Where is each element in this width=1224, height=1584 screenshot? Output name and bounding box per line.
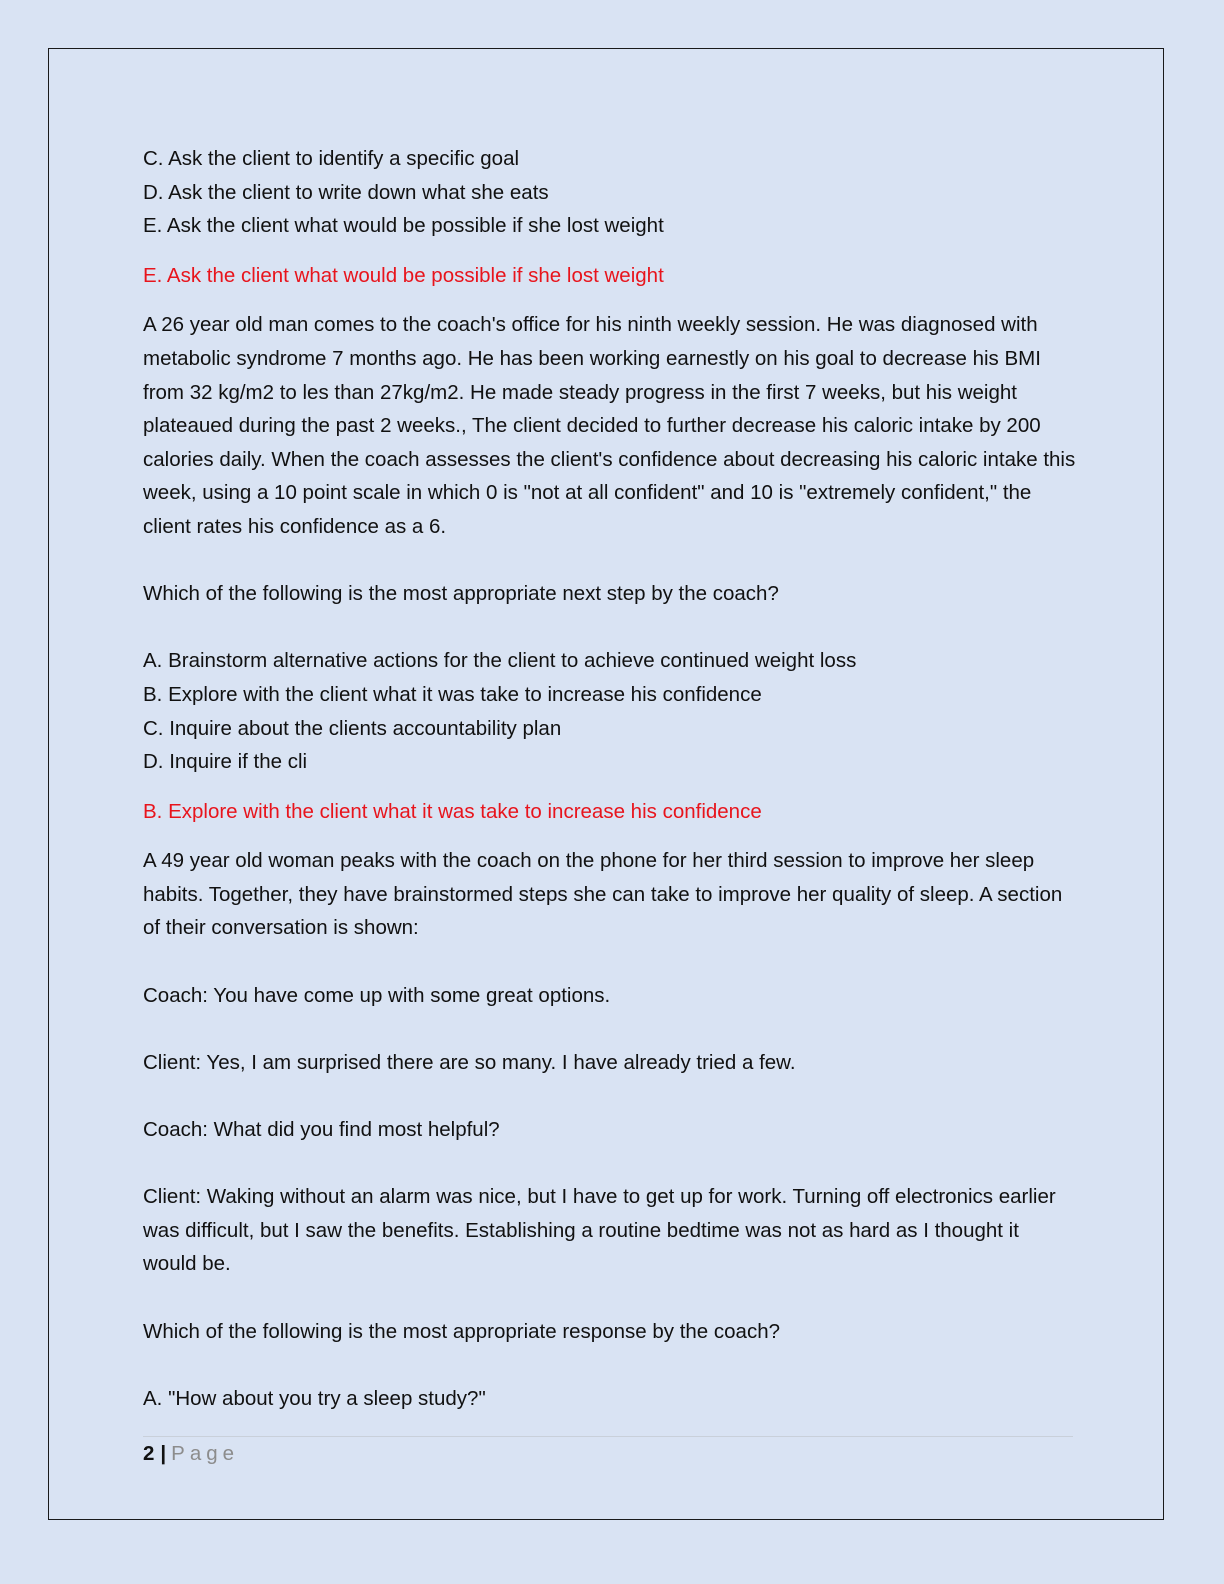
q2-option-d: D. Inquire if the cli	[143, 750, 308, 774]
q3-prompt: Which of the following is the most appropriate response by the coach?	[143, 1319, 780, 1343]
q3-dialogue-coach-1: Coach: You have come up with some great options.	[143, 983, 611, 1007]
q3-scenario: A 49 year old woman peaks with the coach on the phone for her third session to improve her sleep habits. Together, they have brainstormed steps she can take to improve her quality of sleep. A section of their conversation is shown:	[143, 849, 1063, 940]
q3-option-a: A. "How about you try a sleep study?"	[143, 1386, 486, 1410]
document-body	[143, 142, 1078, 1415]
q3-dialogue-client-1: Client: Yes, I am surprised there are so many. I have already tried a few.	[143, 1050, 796, 1074]
footer-divider	[143, 1436, 1073, 1437]
page-footer	[143, 1440, 239, 1468]
page-label: Page	[171, 1442, 240, 1465]
q2-option-a: A. Brainstorm alternative actions for the client to achieve continued weight loss	[143, 649, 857, 673]
q1-answer: E. Ask the client what would be possible if she lost weight	[143, 263, 664, 287]
q2-option-b: B. Explore with the client what it was take to increase his confidence	[143, 682, 762, 706]
q2-prompt: Which of the following is the most appropriate next step by the coach?	[143, 582, 779, 606]
q2-scenario: A 26 year old man comes to the coach's office for his ninth weekly session. He was diagnosed with metabolic syndrome 7 months ago. He has been working earnestly on his goal to decrease his BMI from 32 kg/m2 to les than 27kg/m2. He made steady progress in the first 7 weeks, but his weight plateaued during the past 2 weeks., The client decided to further decrease his caloric intake by 200 calories daily. When the coach assesses the client's confidence about decreasing his caloric intake this week, using a 10 point scale in which 0 is "not at all confident" and 10 is "extremely confident," the client rates his confidence as a 6.	[143, 313, 1076, 538]
q3-dialogue-client-2: Client: Waking without an alarm was nice, but I have to get up for work. Turning off electronics earlier was difficult, but I saw the benefits. Establishing a routine bedtime was not as hard as I thought it would be.	[143, 1185, 1056, 1276]
q1-option-d: D. Ask the client to write down what she eats	[143, 180, 549, 204]
q2-answer: B. Explore with the client what it was take to increase his confidence	[143, 799, 762, 823]
footer-separator: |	[160, 1442, 167, 1465]
page-number: 2	[143, 1442, 155, 1465]
q1-option-e: E. Ask the client what would be possible if she lost weight	[143, 214, 664, 238]
q3-dialogue-coach-2: Coach: What did you find most helpful?	[143, 1118, 500, 1142]
q1-option-c: C. Ask the client to identify a specific goal	[143, 147, 520, 170]
q2-option-c: C. Inquire about the clients accountability plan	[143, 716, 562, 740]
